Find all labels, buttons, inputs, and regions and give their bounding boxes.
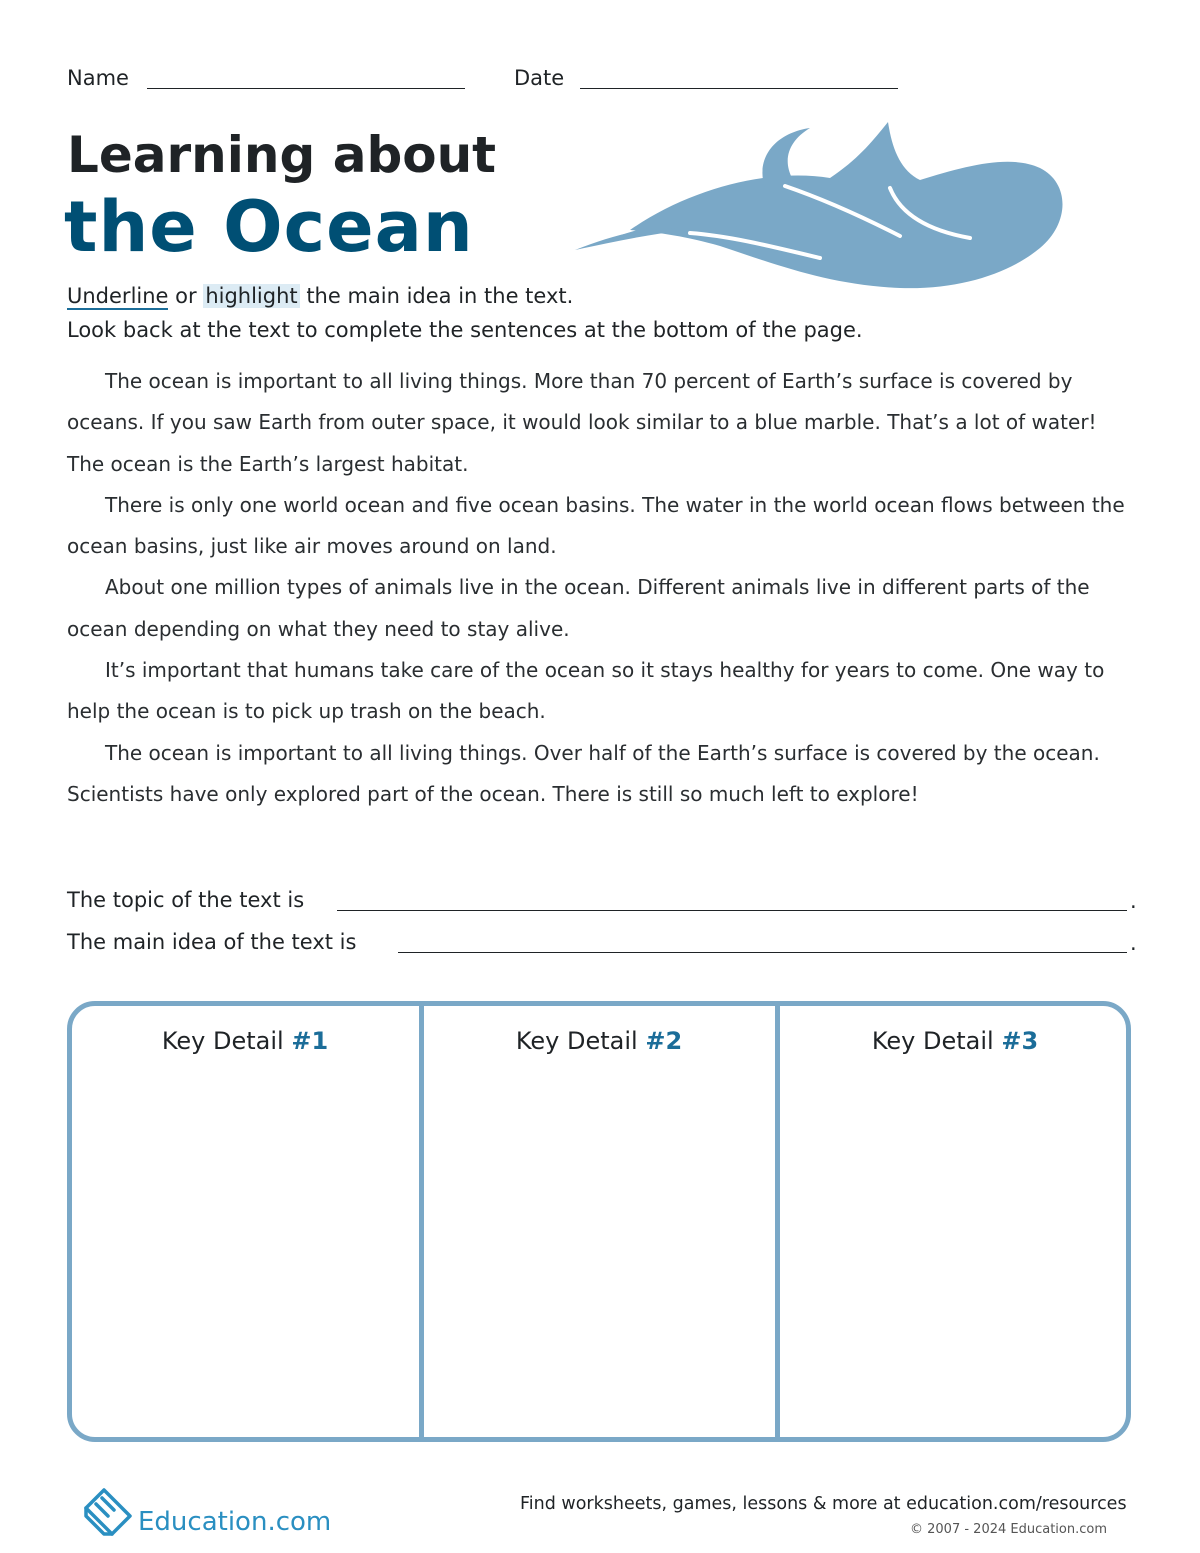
key-detail-3-area[interactable] xyxy=(790,1080,1120,1430)
instruction-line-2: Look back at the text to complete the sentences at the bottom of the page. xyxy=(67,318,863,342)
main-idea-answer-line[interactable] xyxy=(398,952,1127,953)
passage-paragraph-1: The ocean is important to all living things. More than 70 percent of Earth’s surface is covered by oceans. If you saw Earth from outer space, it would look similar to a blue marble. That’s a lot of water! The ocean is the Earth’s largest habitat. xyxy=(67,369,1097,476)
key-detail-number: #3 xyxy=(1001,1027,1039,1055)
instruction-line-1 xyxy=(67,284,573,308)
instruction-line-1-rest: the main idea in the text. xyxy=(299,284,574,308)
name-label: Name xyxy=(67,66,129,90)
topic-period: . xyxy=(1130,889,1137,913)
title-line-1: Learning about xyxy=(67,126,497,184)
topic-answer-line[interactable] xyxy=(337,910,1127,911)
key-detail-label: Key Detail xyxy=(871,1027,1002,1055)
passage-paragraph-3: About one million types of animals live in the ocean. Different animals live in different parts of the ocean depending on what they need to stay alive. xyxy=(67,575,1090,641)
column-divider xyxy=(775,1001,780,1442)
column-divider xyxy=(419,1001,424,1442)
passage-paragraph-2: There is only one world ocean and five ocean basins. The water in the world ocean flows between the ocean basins, just like air moves around on land. xyxy=(67,492,1125,559)
title-line-2: the Ocean xyxy=(64,186,474,268)
highlight-word: highlight xyxy=(205,284,298,308)
name-field[interactable] xyxy=(147,88,465,89)
topic-prompt: The topic of the text is xyxy=(67,888,305,912)
main-idea-period: . xyxy=(1130,931,1137,955)
passage-paragraph-4: It’s important that humans take care of the ocean so it stays healthy for years to come. One way to help the ocean is to pick up trash on the beach. xyxy=(67,658,1105,724)
key-detail-1-area[interactable] xyxy=(80,1080,410,1430)
or-word: or xyxy=(168,284,204,308)
key-detail-2-area[interactable] xyxy=(434,1080,764,1430)
brand-name[interactable]: Education.com xyxy=(138,1507,332,1537)
passage-paragraph-5: The ocean is important to all living things. Over half of the Earth’s surface is covered by the ocean. Scientists have only explored part of the ocean. There is still so much left to explore! xyxy=(67,740,1100,806)
main-idea-prompt: The main idea of the text is xyxy=(67,930,357,954)
key-detail-number: #1 xyxy=(291,1027,329,1055)
key-detail-label: Key Detail xyxy=(515,1027,646,1055)
date-field[interactable] xyxy=(580,88,898,89)
education-logo-icon xyxy=(82,1486,134,1536)
key-detail-3-header xyxy=(780,1027,1130,1055)
key-detail-2-header xyxy=(424,1027,774,1055)
key-detail-label: Key Detail xyxy=(161,1027,292,1055)
copyright: © 2007 - 2024 Education.com xyxy=(910,1522,1108,1537)
key-detail-1-header xyxy=(70,1027,420,1055)
reading-passage xyxy=(67,361,1137,815)
date-label: Date xyxy=(514,66,565,90)
wave-illustration xyxy=(570,118,1070,293)
footer-promo[interactable]: Find worksheets, games, lessons & more at education.com/resources xyxy=(520,1494,1127,1514)
underline-word: Underline xyxy=(67,284,169,308)
key-detail-number: #2 xyxy=(645,1027,683,1055)
